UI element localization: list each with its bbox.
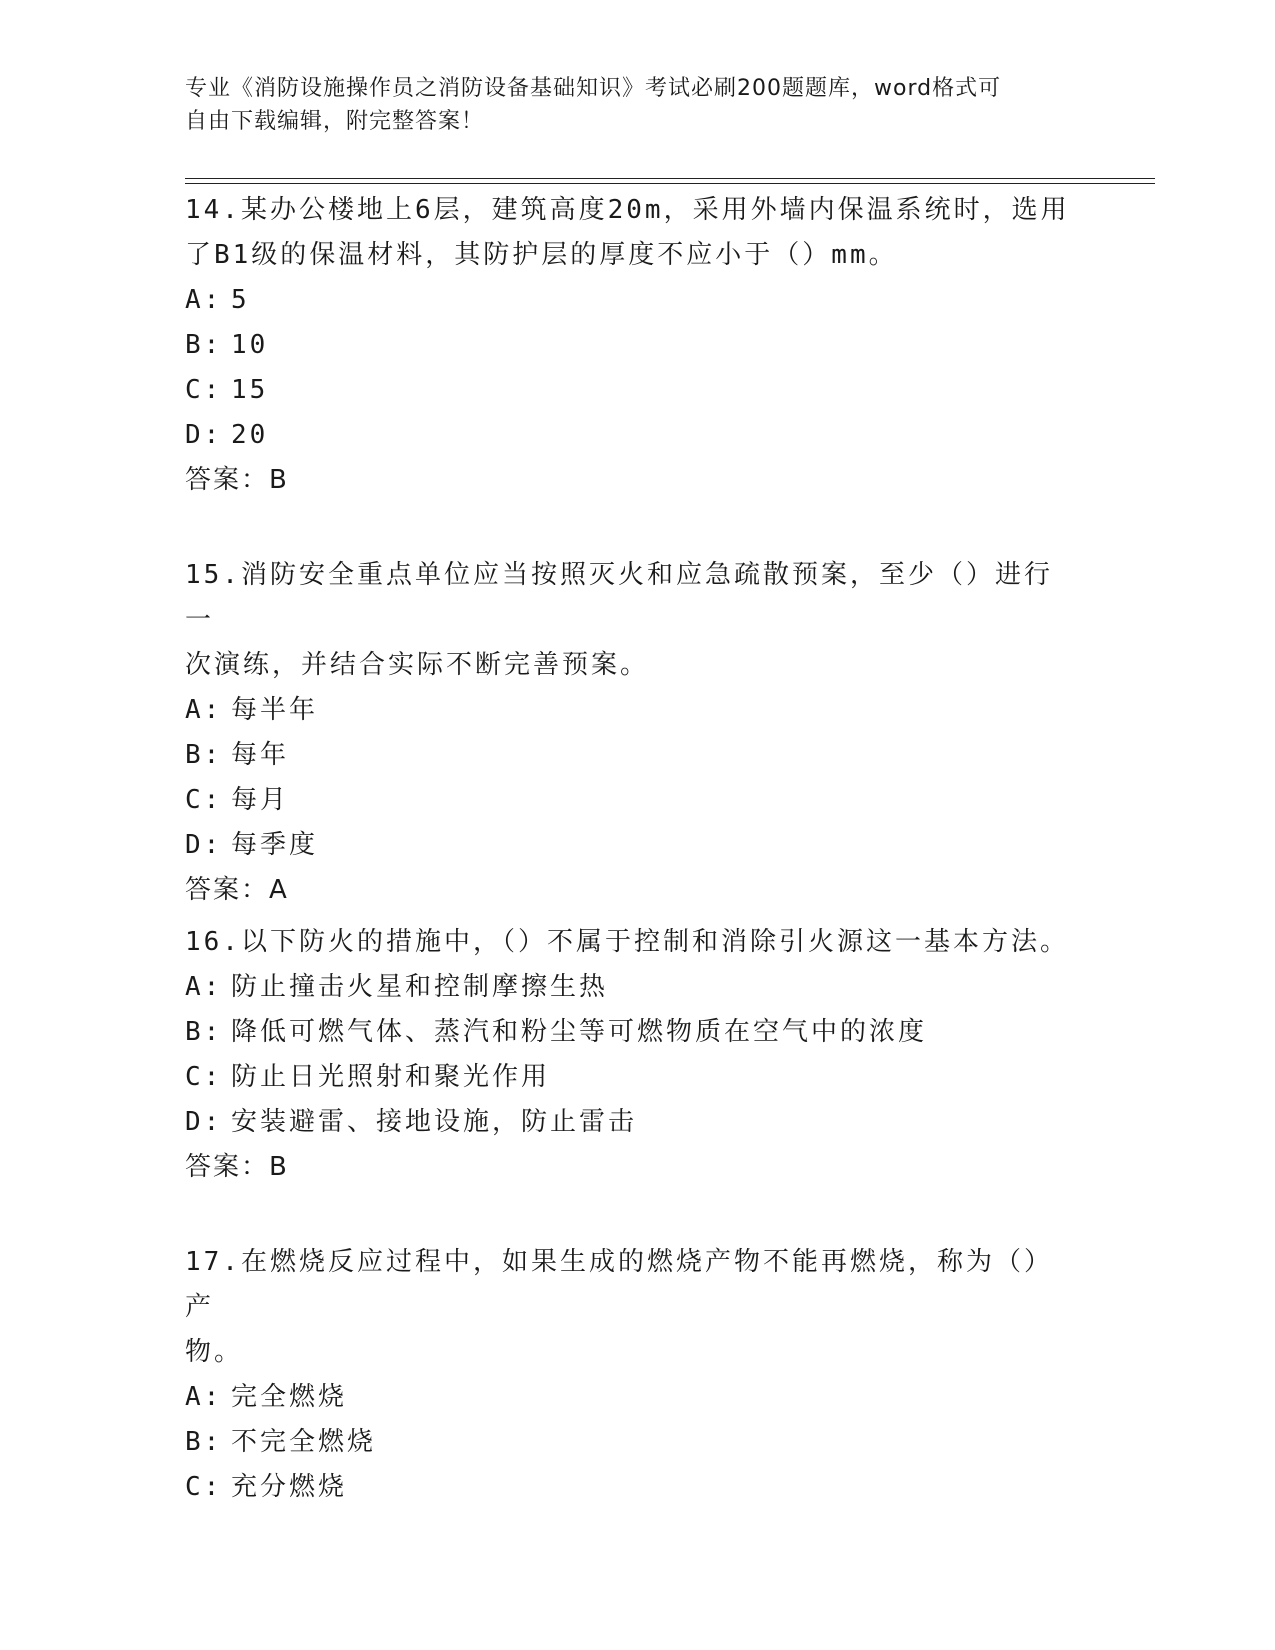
header-line-1: 专业《消防设施操作员之消防设备基础知识》考试必刷200题题库，word格式可	[185, 76, 1002, 101]
option-letter: C:	[185, 1472, 223, 1502]
option-text: 每年	[231, 740, 290, 770]
option-b	[185, 1010, 1075, 1055]
option-letter: C:	[185, 785, 223, 815]
option-b	[185, 733, 1075, 778]
option-letter: C:	[185, 1062, 223, 1092]
option-letter: D:	[185, 830, 223, 860]
option-a	[185, 278, 1075, 323]
option-text: 完全燃烧	[231, 1382, 348, 1412]
answer-line: 答案：A	[185, 875, 289, 905]
option-text: 5	[231, 285, 250, 315]
header-divider-top	[185, 178, 1155, 179]
header-line-2: 自由下载编辑，附完整答案！	[185, 109, 485, 134]
option-letter: A:	[185, 972, 223, 1002]
option-d	[185, 823, 1075, 868]
question-17	[185, 1240, 1075, 1510]
option-c	[185, 778, 1075, 823]
answer-line: 答案：B	[185, 1152, 289, 1182]
question-stem-line: 14.某办公楼地上6层，建筑高度20m，采用外墙内保温系统时，选用	[185, 195, 1070, 225]
option-letter: A:	[185, 1382, 223, 1412]
option-c	[185, 1055, 1075, 1100]
option-letter: A:	[185, 695, 223, 725]
option-text: 降低可燃气体、蒸汽和粉尘等可燃物质在空气中的浓度	[231, 1017, 928, 1047]
option-d	[185, 413, 1075, 458]
question-stem-line: 16.以下防火的措施中，（）不属于控制和消除引火源这一基本方法。	[185, 927, 1069, 957]
option-text: 20	[231, 420, 269, 450]
option-text: 10	[231, 330, 269, 360]
option-text: 每月	[231, 785, 290, 815]
document-header	[185, 72, 1085, 138]
option-b	[185, 323, 1075, 368]
option-c	[185, 368, 1075, 413]
option-letter: B:	[185, 1427, 223, 1457]
option-text: 15	[231, 375, 269, 405]
option-a	[185, 1375, 1075, 1420]
option-text: 每半年	[231, 695, 319, 725]
option-letter: B:	[185, 1017, 223, 1047]
option-letter: C:	[185, 375, 223, 405]
question-stem-line: 物。	[185, 1337, 244, 1367]
option-letter: D:	[185, 1107, 223, 1137]
option-letter: A:	[185, 285, 223, 315]
question-stem-line: 了B1级的保温材料，其防护层的厚度不应小于（）mm。	[185, 240, 898, 270]
question-15	[185, 553, 1075, 913]
option-d	[185, 1100, 1075, 1145]
option-text: 防止撞击火星和控制摩擦生热	[231, 972, 609, 1002]
question-stem-line: 次演练，并结合实际不断完善预案。	[185, 650, 650, 680]
option-b	[185, 1420, 1075, 1465]
option-text: 每季度	[231, 830, 319, 860]
option-text: 安装避雷、接地设施，防止雷击	[231, 1107, 638, 1137]
option-text: 不完全燃烧	[231, 1427, 377, 1457]
option-letter: B:	[185, 330, 223, 360]
option-c	[185, 1465, 1075, 1510]
option-letter: B:	[185, 740, 223, 770]
question-14	[185, 188, 1075, 503]
option-a	[185, 688, 1075, 733]
option-text: 防止日光照射和聚光作用	[231, 1062, 551, 1092]
question-16	[185, 920, 1075, 1190]
option-text: 充分燃烧	[231, 1472, 348, 1502]
question-stem-line: 15.消防安全重点单位应当按照灭火和应急疏散预案，至少（）进行一	[185, 560, 1053, 635]
answer-line: 答案：B	[185, 465, 289, 495]
option-a	[185, 965, 1075, 1010]
question-stem-line: 17.在燃烧反应过程中，如果生成的燃烧产物不能再燃烧，称为（）产	[185, 1247, 1053, 1322]
option-letter: D:	[185, 420, 223, 450]
header-divider-bottom	[185, 183, 1155, 184]
